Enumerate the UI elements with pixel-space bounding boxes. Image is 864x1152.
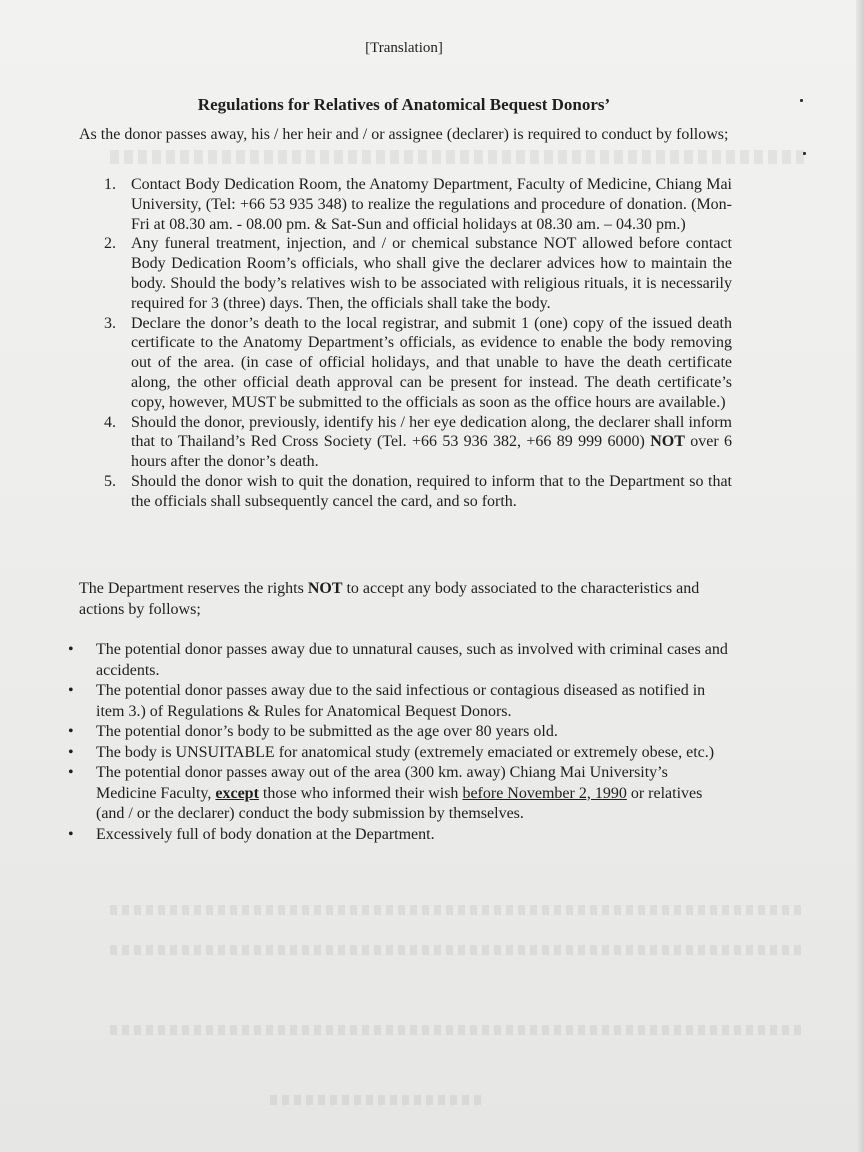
condition-text: The potential donor passes away due to unnatural causes, such as involved with criminal cases and accidents. [96,641,728,679]
rejection-conditions-list [68,640,728,845]
item-number: 4. [104,413,116,431]
item-number: 5. [104,472,116,490]
show-through-line [110,1025,804,1035]
translation-note: [Translation] [365,40,443,56]
procedure-item [104,234,732,313]
item-text-tail: over 6 hours after the donor’s death. [131,433,733,471]
reserve-paragraph [79,578,741,620]
document-title: Regulations for Relatives of Anatomical Bequest Donors’ [197,95,611,114]
procedure-item [104,314,732,413]
bold-emphasis: NOT [307,580,343,597]
item-number: 1. [104,176,116,193]
item-text: Should the donor wish to quit the donation, required to inform that to the Department so that the officials shall subsequently cancel the card, and so forth. [131,472,732,510]
condition-item [68,722,728,743]
bold-underlined-emphasis: except [215,784,259,802]
condition-text: The body is UNSUITABLE for anatomical study (extremely emaciated or extremely obese, etc.) [96,743,715,761]
bullet-icon: • [68,723,74,740]
item-number: 2. [104,235,116,253]
procedure-list [104,175,732,512]
show-through-line [270,1095,484,1105]
bullet-icon: • [68,641,74,658]
intro-paragraph: As the donor passes away, his / her heir and / or assignee (declarer) is required to conduct by follows; [79,126,729,143]
procedure-item [104,413,732,472]
reserve-text-tail: to accept any body associated to the characteristics and actions by follows; [79,580,700,618]
condition-text: The potential donor’s body to be submitted as the age over 80 years old. [96,723,558,740]
condition-item [68,743,728,764]
condition-item [68,825,728,846]
item-number: 3. [104,314,116,332]
condition-item [68,640,728,681]
bullet-icon: • [68,825,74,843]
condition-text: The potential donor passes away due to the said infectious or contagious diseased as notified in item 3.) of Regulations & Rules for Anatomical Bequest Donors. [96,682,706,720]
item-text: Declare the donor’s death to the local registrar, and submit 1 (one) copy of the issued death certificate to the Anatomy Department’s officials, as evidence to enable the body removing out of the area. (in case of official holidays, and that unable to have the death certificate along, the other official death approval can be present for instead. The death certificate’s copy, however, MUST be submitted to the officials as soon as the office hours are available.) [131,314,732,411]
condition-item [68,681,728,722]
show-through-line [110,905,804,915]
reserve-text: The Department reserves the rights [79,580,308,597]
bullet-icon: • [68,682,74,699]
page-edge-shadow [856,0,864,1152]
condition-text-tail: or relatives (and / or the declarer) conduct the body submission by themselves. [96,784,703,822]
condition-text: The potential donor passes away out of the area (300 km. away) Chiang Mai University’s Medicine Faculty, [96,764,668,802]
item-text: Contact Body Dedication Room, the Anatomy Department, Faculty of Medicine, Chiang Mai University, (Tel: +66 53 935 348) to realize the regulations and procedure of donation. (Mon-Fri at 08.30 am. - 08.00 pm. & Sat-Sun and official holidays at 08.30 am. – 04.30 pm.) [131,176,732,233]
procedure-item [104,175,732,234]
underlined-date: before November 2, 1990 [462,784,627,802]
bullet-icon: • [68,764,74,781]
bold-emphasis: NOT [650,433,685,451]
show-through-line [110,945,804,955]
procedure-item [104,472,732,512]
condition-text-mid: those who informed their wish [258,784,463,802]
item-text: Any funeral treatment, injection, and / or chemical substance NOT allowed before contact Body Dedication Room’s officials, who shall give the declarer advices how to maintain the body. Should the body’s relatives wish to be associated with religious rituals, it is necessarily required for 3 (three) days. Then, the officials shall take the body. [131,235,732,312]
item-text: Should the donor, previously, identify his / her eye dedication along, the declarer shall inform that to Thailand’s Red Cross Society (Tel. +66 53 936 382, +66 89 999 6000) [131,413,732,451]
condition-item [68,763,728,825]
show-through-line [110,150,804,164]
bullet-icon: • [68,743,74,761]
condition-text: Excessively full of body donation at the Department. [96,825,435,843]
